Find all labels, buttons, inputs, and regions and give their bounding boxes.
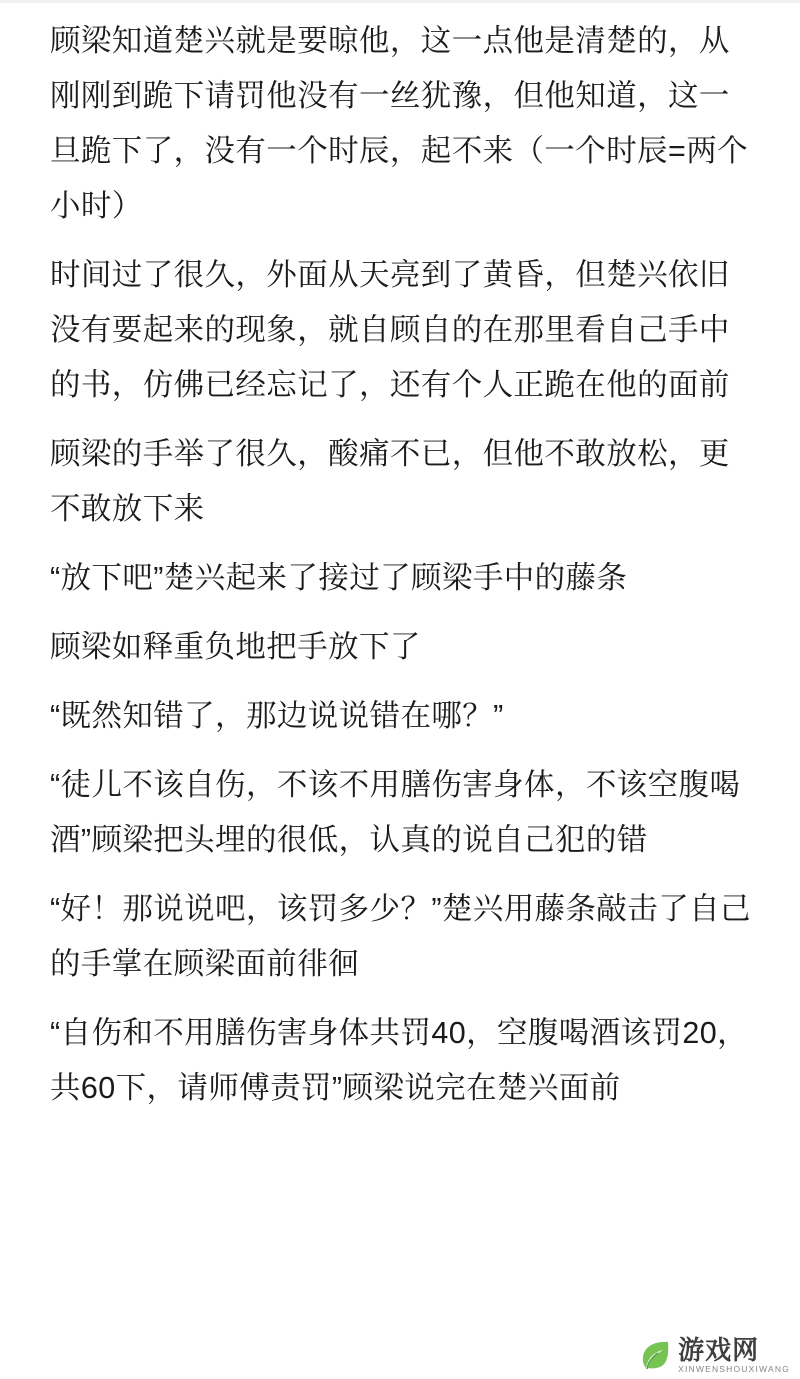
watermark-text — [678, 1334, 790, 1374]
paragraph: 顾梁知道楚兴就是要晾他，这一点他是清楚的，从刚刚到跪下请罚他没有一丝犹豫，但他知道，这一旦跪下了，没有一个时辰，起不来（一个时辰=两个小时） — [50, 24, 749, 223]
leaf-logo-icon — [638, 1338, 672, 1372]
paragraph: “徒儿不该自伤，不该不用膳伤害身体，不该空腹喝酒”顾梁把头埋的很低，认真的说自己犯的错 — [50, 768, 741, 857]
paragraph: 顾梁如释重负地把手放下了 — [50, 630, 421, 664]
watermark-main-text: 游戏网 — [678, 1334, 760, 1365]
paragraph: “好！那说说吧，该罚多少？”楚兴用藤条敲击了自己的手掌在顾梁面前徘徊 — [50, 892, 751, 981]
paragraph: “放下吧”楚兴起来了接过了顾梁手中的藤条 — [50, 561, 628, 595]
paragraph: 顾梁的手举了很久，酸痛不已，但他不敢放松，更不敢放下来 — [50, 437, 730, 526]
paragraph: 时间过了很久，外面从天亮到了黄昏，但楚兴依旧没有要起来的现象，就自顾自的在那里看自己手中的书，仿佛已经忘记了，还有个人正跪在他的面前 — [50, 258, 730, 402]
watermark — [638, 1334, 790, 1374]
article-body — [50, 14, 754, 1116]
paragraph: “自伤和不用膳伤害身体共罚40，空腹喝酒该罚20，共60下，请师傅责罚”顾梁说完在楚兴面前 — [50, 1016, 749, 1105]
paragraph: “既然知错了，那边说说错在哪？” — [50, 699, 504, 733]
page-top-edge — [0, 0, 800, 3]
watermark-sub-text: XINWENSHOUXIWANG — [678, 1363, 790, 1374]
